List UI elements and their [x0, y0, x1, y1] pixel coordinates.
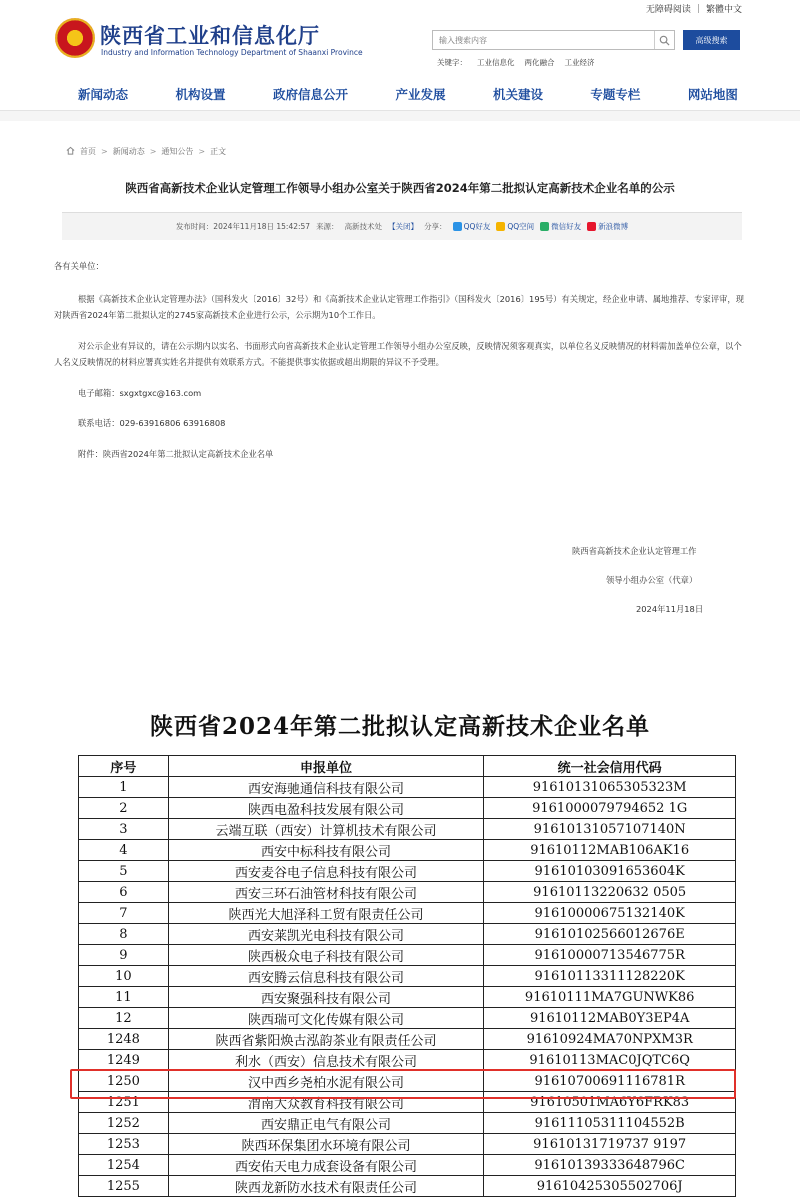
company-name-cell: 西安中标科技有限公司 [168, 840, 484, 861]
util-separator: | [696, 3, 700, 14]
credit-code-cell: 91611105311104552B [484, 1113, 736, 1134]
company-name-cell: 西安莱凯光电科技有限公司 [168, 924, 484, 945]
row-number-cell: 1248 [79, 1029, 169, 1050]
credit-code-cell: 91610000675132140K [484, 903, 736, 924]
credit-code-cell: 91610131057107140N [484, 819, 736, 840]
nav-item-organization[interactable]: 机构设置 [175, 87, 226, 102]
list-title: 陕西省2024年第二批拟认定高新技术企业名单 [149, 713, 650, 740]
company-name-cell: 陕西省紫阳焕古泓韵茶业有限责任公司 [168, 1029, 484, 1050]
search-icon[interactable] [654, 31, 674, 49]
table-row [79, 1008, 736, 1029]
breadcrumb-home[interactable]: 首页 [80, 147, 96, 156]
column-header: 申报单位 [168, 756, 484, 777]
breadcrumb-current: 正文 [210, 147, 227, 156]
qzone-icon [496, 222, 505, 231]
search-input[interactable] [433, 31, 654, 49]
table-row [79, 1050, 736, 1071]
breadcrumb-news[interactable]: 新闻动态 [112, 147, 145, 156]
share-label-text: QQ好友 [463, 222, 491, 231]
table-row [79, 840, 736, 861]
breadcrumb [66, 146, 226, 157]
signature-date: 2024年11月18日 [636, 604, 704, 614]
row-number-cell: 1253 [79, 1134, 169, 1155]
wechat-icon [540, 222, 549, 231]
credit-code-cell: 91610501MA6Y6FRK83 [484, 1092, 736, 1113]
breadcrumb-separator: > [198, 147, 206, 156]
credit-code-cell: 91610113MAC0JQTC6Q [484, 1050, 736, 1071]
article-meta [62, 212, 742, 240]
company-name-cell: 西安麦谷电子信息科技有限公司 [168, 861, 484, 882]
home-icon [66, 146, 75, 157]
search-box [432, 30, 675, 50]
credit-code-cell: 91610425305502706J [484, 1176, 736, 1197]
company-name-cell: 西安海驰通信科技有限公司 [168, 777, 484, 798]
main-nav [0, 80, 800, 110]
row-number-cell: 4 [79, 840, 169, 861]
table-row [79, 1155, 736, 1176]
credit-code-cell: 91610131065305323M [484, 777, 736, 798]
credit-code-cell: 91610700691116781R [484, 1071, 736, 1092]
company-name-cell: 西安腾云信息科技有限公司 [168, 966, 484, 987]
row-number-cell: 11 [79, 987, 169, 1008]
table-row [79, 1029, 736, 1050]
nav-item-party-building[interactable]: 机关建设 [492, 87, 543, 102]
salutation: 各有关单位： [54, 261, 104, 271]
qq-icon [453, 222, 462, 231]
accessible-reading-link[interactable]: 无障碍阅读 [645, 5, 691, 15]
row-number-cell: 10 [79, 966, 169, 987]
row-number-cell: 1249 [79, 1050, 169, 1071]
table-row [79, 966, 736, 987]
credit-code-cell: 91610131719737 9197 [484, 1134, 736, 1155]
top-utility-bar [646, 2, 742, 15]
company-name-cell: 渭南大众教育科技有限公司 [168, 1092, 484, 1113]
nav-item-industry[interactable]: 产业发展 [395, 87, 446, 102]
national-emblem-icon [55, 18, 95, 58]
row-number-cell: 5 [79, 861, 169, 882]
row-number-cell: 9 [79, 945, 169, 966]
row-number-cell: 6 [79, 882, 169, 903]
nav-item-gov-info[interactable]: 政府信息公开 [272, 87, 348, 102]
signature-org: 陕西省高新技术企业认定管理工作 [572, 546, 697, 556]
credit-code-cell: 91610139333648796C [484, 1155, 736, 1176]
company-name-cell: 陕西瑞可文化传媒有限公司 [168, 1008, 484, 1029]
traditional-chinese-link[interactable]: 繁體中文 [705, 5, 742, 15]
row-number-cell: 1 [79, 777, 169, 798]
company-name-cell: 陕西龙新防水技术有限责任公司 [168, 1176, 484, 1197]
keyword-link[interactable]: 两化融合 [524, 58, 555, 67]
company-name-cell: 利水（西安）信息技术有限公司 [168, 1050, 484, 1071]
weibo-icon [587, 222, 596, 231]
breadcrumb-separator: > [149, 147, 157, 156]
publish-time: 发布时间：2024年11月18日 15:42:57 [175, 222, 311, 231]
share-label: 分享： [424, 222, 447, 231]
keywords-bar [437, 57, 595, 68]
share-weibo[interactable] [587, 221, 628, 232]
company-name-cell: 汉中西乡尧柏水泥有限公司 [168, 1071, 484, 1092]
table-row [79, 861, 736, 882]
row-number-cell: 8 [79, 924, 169, 945]
header-shadow-band [0, 111, 800, 121]
row-number-cell: 1252 [79, 1113, 169, 1134]
company-name-cell: 陕西环保集团水环境有限公司 [168, 1134, 484, 1155]
contact-phone: 联系电话：029-63916806 63916808 [78, 418, 226, 428]
row-number-cell: 1254 [79, 1155, 169, 1176]
table-row [79, 945, 736, 966]
keyword-link[interactable]: 工业经济 [564, 58, 595, 67]
source-label: 来源： [316, 222, 339, 231]
article-title: 陕西省高新技术企业认定管理工作领导小组办公室关于陕西省2024年第二批拟认定高新技术企业名单的公示 [125, 181, 675, 195]
row-number-cell: 1251 [79, 1092, 169, 1113]
credit-code-cell: 91610102566012676E [484, 924, 736, 945]
table-row [79, 1113, 736, 1134]
attachment-line: 附件：陕西省2024年第二批拟认定高新技术企业名单 [78, 448, 274, 459]
contact-email: 电子邮箱：sxgxtgxc@163.com [78, 387, 202, 398]
table-row [79, 987, 736, 1008]
share-label-text: QQ空间 [507, 222, 535, 231]
nav-item-special-topics[interactable]: 专题专栏 [590, 87, 641, 102]
table-row [79, 819, 736, 840]
table-row [79, 1134, 736, 1155]
share-qzone[interactable] [496, 221, 534, 232]
credit-code-cell: 91610111MA7GUNWK86 [484, 987, 736, 1008]
company-name-cell: 西安鼎正电气有限公司 [168, 1113, 484, 1134]
enterprise-list-table [78, 755, 736, 1197]
close-link[interactable]: 【关闭】 [388, 222, 419, 231]
table-header-row [79, 756, 736, 777]
company-name-cell: 西安佑天电力成套设备有限公司 [168, 1155, 484, 1176]
credit-code-cell: 91610112MAB106AK16 [484, 840, 736, 861]
credit-code-cell: 91610103091653604K [484, 861, 736, 882]
table-row [79, 882, 736, 903]
credit-code-cell: 9161000079794652 1G [484, 798, 736, 819]
company-name-cell: 陕西光大旭泽科工贸有限责任公司 [168, 903, 484, 924]
credit-code-cell: 91610113311128220K [484, 966, 736, 987]
share-wechat[interactable] [540, 221, 581, 232]
breadcrumb-separator: > [101, 147, 108, 156]
advanced-search-button[interactable]: 高级搜索 [683, 30, 740, 50]
credit-code-cell: 91610113220632 0505 [484, 882, 736, 903]
row-number-cell: 1255 [79, 1176, 169, 1197]
table-row [79, 1176, 736, 1197]
signature-office: 领导小组办公室（代章） [606, 575, 698, 585]
nav-item-news[interactable]: 新闻动态 [78, 87, 129, 102]
table-row [79, 903, 736, 924]
row-number-cell: 7 [79, 903, 169, 924]
company-name-cell: 陕西电盈科技发展有限公司 [168, 798, 484, 819]
body-paragraph: 根据《高新技术企业认定管理办法》（国科发火〔2016〕32号）和《高新技术企业认定管理工作指引》（国科发火〔2016〕195号）有关规定，经企业申请、属地推荐、专家评审，现对陕西省2024年第二批拟认定的2745家高新技术企业进行公示，公示期为10个工作日。 [54, 293, 745, 320]
company-name-cell: 陕西极众电子科技有限公司 [168, 945, 484, 966]
company-name-cell: 云端互联（西安）计算机技术有限公司 [168, 819, 484, 840]
row-number-cell: 12 [79, 1008, 169, 1029]
source-dept: 高新技术处 [344, 222, 383, 231]
share-label-text: 微信好友 [551, 222, 582, 231]
site-subtitle: Industry and Information Technology Department of Shaanxi Province [101, 48, 363, 57]
row-number-cell: 3 [79, 819, 169, 840]
nav-item-sitemap[interactable]: 网站地图 [687, 87, 738, 102]
table-row [79, 924, 736, 945]
row-number-cell: 2 [79, 798, 169, 819]
share-qq-friend[interactable] [453, 221, 491, 232]
company-name-cell: 西安聚强科技有限公司 [168, 987, 484, 1008]
site-title[interactable]: 陕西省工业和信息化厅 [100, 24, 320, 48]
credit-code-cell: 91610112MAB0Y3EP4A [484, 1008, 736, 1029]
breadcrumb-notices[interactable]: 通知公告 [161, 147, 194, 156]
column-header: 序号 [79, 756, 169, 777]
table-row [79, 777, 736, 798]
highlight-box [70, 1069, 736, 1099]
keyword-link[interactable]: 工业信息化 [477, 58, 515, 67]
body-paragraph: 对公示企业有异议的，请在公示期内以实名、书面形式向省高新技术企业认定管理工作领导小组办公室反映，反映情况须客观真实，以单位名义反映情况的材料需加盖单位公章，以个人名义反映情况的材料应署真实姓名并提供有效联系方式。不能提供事实依据或超出期限的异议不予受理。 [54, 340, 742, 367]
row-number-cell: 1250 [79, 1071, 169, 1092]
credit-code-cell: 91610000713546775R [484, 945, 736, 966]
keywords-label: 关键字： [437, 58, 467, 67]
company-name-cell: 西安三环石油管材科技有限公司 [168, 882, 484, 903]
article-body [54, 258, 744, 476]
column-header: 统一社会信用代码 [484, 756, 736, 777]
table-row [79, 798, 736, 819]
share-label-text: 新浪微博 [598, 222, 629, 231]
credit-code-cell: 91610924MA70NPXM3R [484, 1029, 736, 1050]
